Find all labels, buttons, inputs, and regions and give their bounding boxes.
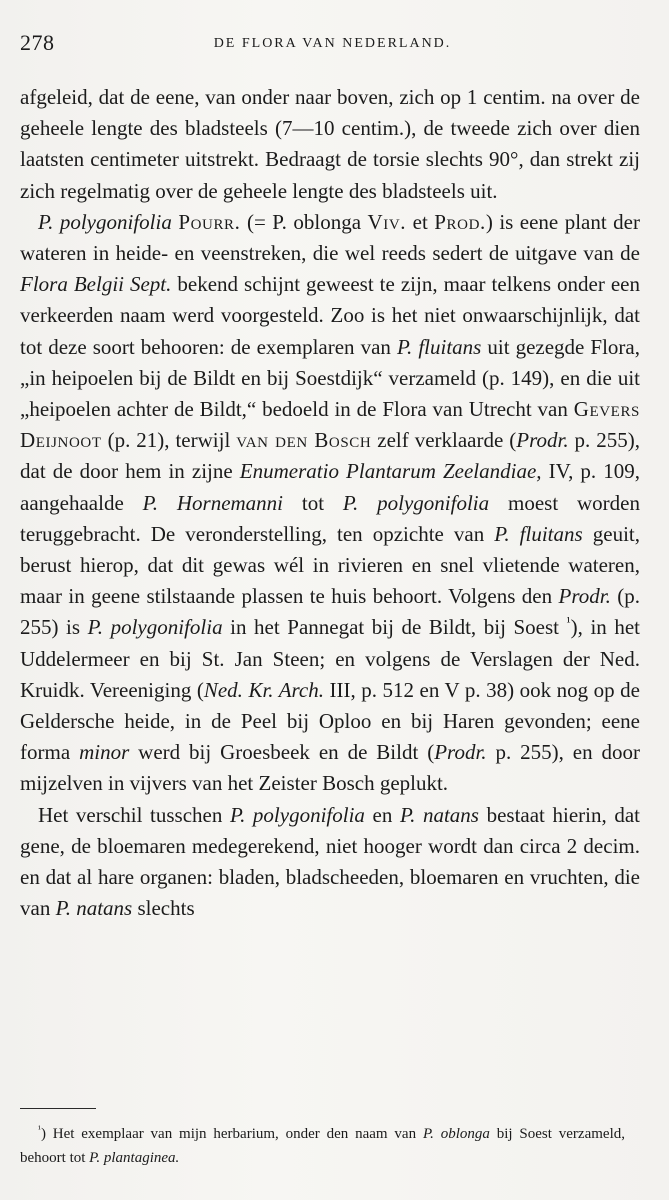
author-abbrev: Pourr. <box>178 209 241 234</box>
paragraph-polygonifolia: P. polygonifolia Pourr. (= P. oblonga Viv. et Prod.) is eene plant der wateren in heide- en veenstreken, die wel reeds sedert de uitgave van de Flora Belgii Sept. bekend schijnt geweest te zijn, maar telkens onder een verkeerden naam werd voorgesteld. Zoo is het niet onwaarschijnlijk, dat tot deze soort behooren: de exemplaren van P. fluitans uit gezegde Flora, „in heipoelen bij de Bildt en bij Soestdijk“ verzameld (p. 149), en die uit „heipoelen achter de Bildt,“ bedoeld in de Flora van Utrecht van Gevers Deijnoot (p. 21), terwijl van den Bosch zelf verklaarde (Prodr. p. 255), dat de door hem in zijne Enumeratio Plantarum Zeelandiae, IV, p. 109, aangehaalde P. Hornemanni tot P. polygonifolia moest worden teruggebracht. De veronderstelling, ten opzichte van P. fluitans geuit, berust hierop, dat dit gewas wél in rivieren en snel vlietende wateren, maar in geene stilstaande plassen te huis behoort. Volgens den Prodr. (p. 255) is P. polygonifolia in het Pannegat bij de Bildt, bij Soest $^{^1}$), in het Uddelermeer en bij St. Jan Steen; en volgens de Verslagen der Ned. Kruidk. Vereeniging (Ned. Kr. Arch. III, p. 512 en V p. 38) ook nog op de Geldersche heide, in de Peel bij Oploo en bij Haren gevonden; eene forma minor werd bij Groesbeek en de Bildt (Prodr. p. 255), en door mijzelven in vijvers van het Zeister Bosch geplukt. <box>20 209 641 796</box>
page-header <box>20 30 645 60</box>
species-name: P. Hornemanni <box>142 490 284 515</box>
species-name: P. polygonifolia <box>342 490 490 515</box>
species-name: P. oblonga <box>422 1126 490 1142</box>
page-number: 278 <box>20 30 55 55</box>
footnote-divider <box>20 1108 96 1109</box>
species-name: P. fluitans <box>396 334 482 359</box>
paragraph-torsion: afgeleid, dat de eene, van onder naar boven, zich op 1 centim. na over de geheele lengte des bladsteels (7—10 centim.), de tweede zich over dien laatsten centimeter uitstrekt. Bedraagt de torsie slechts 90°, dan strekt zij zich regelmatig over de geheele lengte des bladsteels uit. <box>20 85 640 203</box>
work-title: Prodr. <box>516 428 569 453</box>
author-name: van den Bosch <box>236 428 372 453</box>
body-text <box>20 82 640 924</box>
running-title: DE FLORA VAN NEDERLAND. <box>213 36 452 51</box>
paragraph-difference: Het verschil tusschen P. polygonifolia en P. natans bestaat hierin, dat gene, de bloemaren medegerekend, niet hooger wordt dan circa 2 decim. en dat al hare organen: bladen, bladscheeden, bloemaren en vruchten, die van P. natans slechts <box>20 802 640 921</box>
author-name: Gevers Deijnoot <box>20 397 640 453</box>
work-title: Enumeratio Plantarum Zeelandiae, <box>239 459 542 484</box>
author-abbrev: Prod. <box>434 209 486 234</box>
work-title: Prodr. <box>434 740 487 765</box>
species-name: P. fluitans <box>494 521 583 546</box>
species-name: P. natans <box>399 802 479 827</box>
species-name: P. polygonifolia <box>38 209 172 234</box>
author-abbrev: Viv. <box>367 209 407 234</box>
species-name: P. plantaginea. <box>89 1150 180 1166</box>
work-title: Prodr. <box>558 584 611 609</box>
species-name: P. polygonifolia <box>87 615 223 640</box>
work-title: Flora Belgii Sept. <box>20 272 172 297</box>
species-name: P. polygonifolia <box>229 802 365 827</box>
forma-name: minor <box>79 740 130 765</box>
footnote-mark: ¹ <box>38 1124 41 1135</box>
work-title: Ned. Kr. Arch. <box>203 677 324 702</box>
species-name: P. natans <box>55 896 133 921</box>
footnote-marker: ¹ <box>566 614 571 630</box>
footnote: $^{^1}$) Het exemplaar van mijn herbarium, onder den naam van P. oblonga bij Soest verzameld, behoort tot P. plantaginea. <box>20 1124 625 1166</box>
